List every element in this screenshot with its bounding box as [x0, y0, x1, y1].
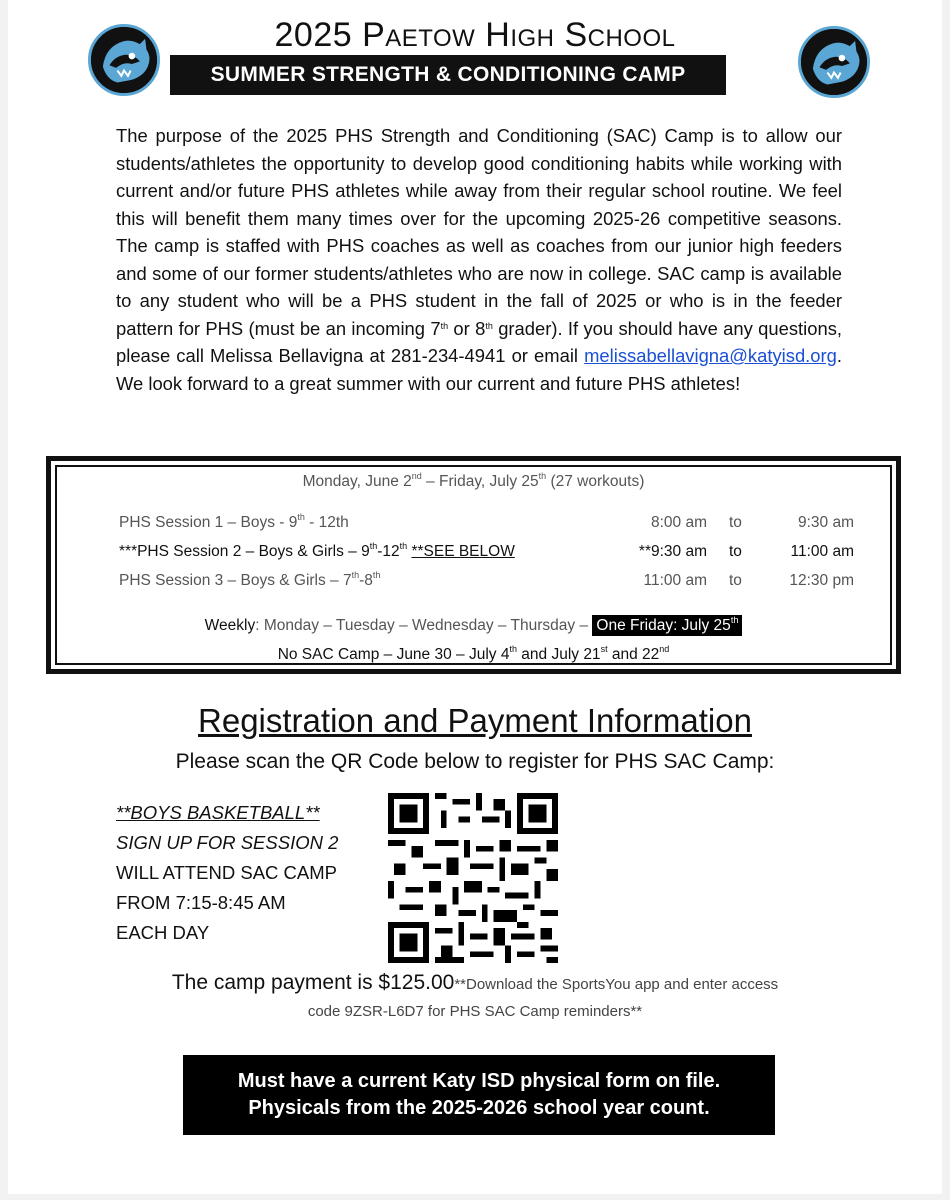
weekly-days: : Monday – Tuesday – Wednesday – Thursday – — [255, 617, 593, 634]
session-3-to: to — [729, 572, 742, 589]
intro-sup-2: th — [485, 320, 493, 331]
session-1-rest: - 12th — [304, 514, 349, 531]
schedule-box — [46, 456, 901, 674]
session-label — [119, 543, 515, 561]
session-3-rest: -8 — [359, 572, 373, 589]
friday-text: One Friday: July 25 — [596, 617, 731, 634]
no-sac-b: and July 21 — [516, 646, 601, 663]
workout-count: (27 workouts) — [546, 473, 645, 490]
intro-text-1: The purpose of the 2025 PHS Strength and Conditioning (SAC) Camp is to allow our students/athletes the opportunity to develop good conditioning habits while working with current and/or future PHS athletes while away from their regular school routine. We feel this will benefit them many times over for the upcoming 2025-26 competitive seasons. The camp is staffed with PHS coaches as well as coaches from our junior high feeders and some of our former students/athletes who are now in college. SAC camp is available to any student who will be a PHS student in the fall of 2025 or who is in the feeder pattern for PHS (must be an incoming 7 — [116, 125, 842, 339]
friday-highlight — [592, 615, 742, 636]
weekly-line — [51, 617, 896, 635]
no-sac-sup-2: st — [600, 644, 608, 654]
intro-text-3: grader). If you should have any questions, please call Melissa Bellavigna at 281-234-4941 or email — [116, 317, 843, 366]
no-sac-sup-3: nd — [659, 644, 670, 654]
intro-paragraph — [116, 122, 842, 397]
session-label — [119, 572, 380, 590]
no-sac-line — [51, 646, 896, 664]
session-1-to: to — [729, 514, 742, 531]
session-2-label: ***PHS Session 2 – Boys & Girls – 9 — [119, 543, 370, 560]
date-start-sup: nd — [411, 471, 422, 481]
no-sac-sup-1: th — [509, 644, 517, 654]
session-1-sup: th — [297, 512, 305, 522]
camp-banner: SUMMER STRENGTH & CONDITIONING CAMP — [170, 55, 726, 95]
session-label — [119, 514, 349, 532]
email-link[interactable]: melissabellavigna@katyisd.org — [584, 345, 837, 366]
basketball-note — [116, 798, 338, 948]
session-row — [119, 572, 854, 596]
session-1-start: 8:00 am — [650, 514, 707, 531]
title-school: Paetow High School — [362, 16, 676, 54]
registration-subtitle: Please scan the QR Code below to register for PHS SAC Camp: — [175, 750, 775, 773]
physical-notice — [183, 1055, 775, 1135]
weekly-label: Weekly — [204, 617, 256, 634]
session-3-sup-2: th — [372, 570, 381, 580]
session-1-label: PHS Session 1 – Boys - 9 — [119, 514, 298, 531]
bb-line: EACH DAY — [116, 922, 210, 943]
flyer-page — [8, 0, 942, 1194]
bb-line: WILL ATTEND SAC CAMP — [116, 862, 338, 883]
notice-line-1: Must have a current Katy ISD physical form on file. — [237, 1070, 721, 1092]
friday-sup: th — [730, 615, 739, 625]
page-title — [8, 16, 942, 54]
session-3-end: 12:30 pm — [789, 572, 854, 589]
registration-qr-code[interactable] — [388, 793, 558, 963]
schedule-dates — [51, 473, 896, 491]
title-year: 2025 — [274, 16, 353, 54]
date-end: – Friday, July 25 — [421, 473, 539, 490]
registration-title: Registration and Payment Information — [198, 702, 752, 739]
session-row — [119, 514, 854, 538]
session-2-sup-b: th — [399, 541, 408, 551]
session-2-note: **SEE BELOW — [411, 543, 515, 560]
session-3-sup: th — [351, 570, 360, 580]
session-1-end: 9:30 am — [797, 514, 854, 531]
date-start: Monday, June 2 — [302, 473, 412, 490]
session-3-start: 11:00 am — [643, 572, 707, 589]
no-sac-c: and 22 — [607, 646, 660, 663]
session-2-to: to — [729, 543, 742, 560]
no-sac-a: No SAC Camp – June 30 – July 4 — [277, 646, 510, 663]
sportsyou-note-b: code 9ZSR-L6D7 for PHS SAC Camp reminders** — [307, 1003, 643, 1020]
session-2-start: **9:30 am — [638, 543, 707, 560]
payment-line — [8, 968, 942, 1000]
intro-sup-1: th — [440, 320, 449, 331]
session-row — [119, 543, 854, 567]
session-2-end: 11:00 am — [790, 543, 854, 560]
bb-line: SIGN UP FOR SESSION 2 — [116, 832, 339, 853]
bb-line: FROM 7:15-8:45 AM — [116, 892, 286, 913]
session-2-label-b: -12 — [377, 543, 400, 560]
payment-amount: The camp payment is $125.00 — [171, 971, 455, 994]
bb-line: **BOYS BASKETBALL** — [116, 802, 320, 823]
session-2-sup-a: th — [369, 541, 378, 551]
intro-text-2: or 8 — [448, 317, 486, 339]
session-3-label: PHS Session 3 – Boys & Girls – 7 — [119, 572, 352, 589]
notice-line-2: Physicals from the 2025-2026 school year count. — [248, 1097, 710, 1119]
intro-text-4: . We look forward to a great summer with our current and future PHS athletes! — [116, 345, 842, 394]
date-end-sup: th — [538, 471, 547, 481]
sportsyou-note-a: **Download the SportsYou app and enter access — [454, 976, 779, 993]
